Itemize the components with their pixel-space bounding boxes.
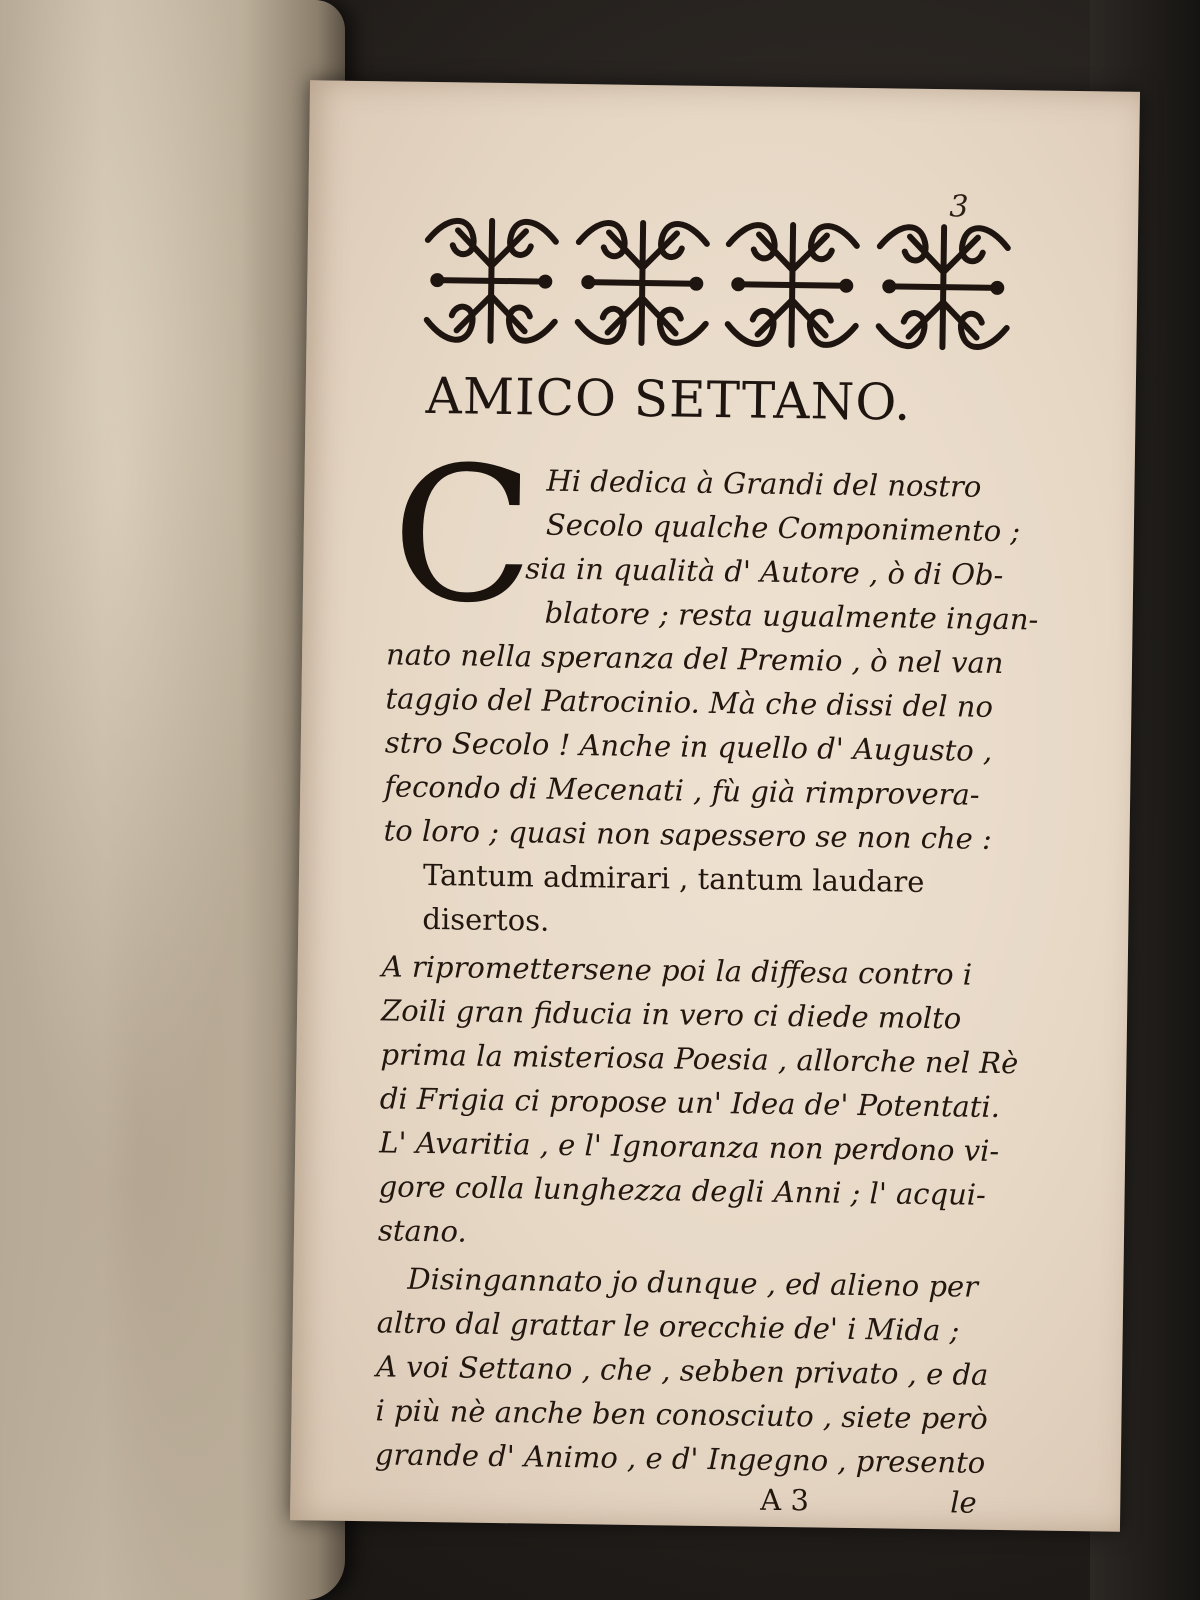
catchword: le xyxy=(950,1485,977,1520)
text-line: A voi Settano , che , sebben privato , e da xyxy=(375,1349,989,1392)
text-line: gore colla lunghezza degli Anni ; l' acqui- xyxy=(378,1169,987,1212)
book-page xyxy=(290,80,1140,1531)
ornament-icon xyxy=(567,212,717,354)
text-line: to loro ; quasi non sapessero se non che : xyxy=(383,813,993,856)
drop-cap: C xyxy=(390,425,536,645)
text-line: nato nella speranza del Premio , ò nel van xyxy=(385,637,1004,681)
text-line: di Frigia ci propose un' Idea de' Potentati. xyxy=(379,1081,1001,1125)
verse-line: disertos. xyxy=(422,901,550,938)
text-line: Secolo qualche Componimento ; xyxy=(545,507,1021,549)
ornament-icon xyxy=(868,216,1018,358)
ornament-icon xyxy=(416,210,566,352)
ornament-headpiece xyxy=(416,210,1018,358)
text-line: Disingannato jo dunque , ed alieno per xyxy=(407,1261,979,1304)
page-title: AMICO SETTANO. xyxy=(425,366,912,432)
text-line: L' Avaritia , e l' Ignoranza non perdono vi- xyxy=(379,1125,1000,1168)
text-line: taggio del Patrocinio. Mà che dissi del no xyxy=(385,681,994,724)
text-line: altro dal grattar le orecchie de' i Mida ; xyxy=(376,1305,960,1348)
text-line: Hi dedica à Grandi del nostro xyxy=(546,463,982,504)
text-line: i più nè anche ben conosciuto , siete però xyxy=(375,1393,988,1436)
text-line: Zoili gran fiducia in vero ci diede molto xyxy=(380,993,962,1036)
verse-line: Tantum admirari , tantum laudare xyxy=(422,857,925,899)
signature-mark: A 3 xyxy=(760,1482,810,1518)
text-line: stano. xyxy=(377,1213,467,1249)
text-line: A ripromettersene poi la diffesa contro i xyxy=(381,949,973,992)
text-line: prima la misteriosa Poesia , allorche nel Rè xyxy=(380,1037,1019,1081)
text-line: fecondo di Mecenati , fù già rimprovera- xyxy=(384,769,980,812)
text-line: sia in qualità d' Autore , ò di Ob- xyxy=(525,551,1004,593)
text-line: grande d' Animo , e d' Ingegno , presento xyxy=(374,1437,986,1480)
text-line: stro Secolo ! Anche in quello d' Augusto , xyxy=(384,725,993,768)
text-line: blatore ; resta ugualmente ingan- xyxy=(544,595,1039,637)
page-number: 3 xyxy=(949,189,969,225)
ornament-icon xyxy=(718,214,868,356)
